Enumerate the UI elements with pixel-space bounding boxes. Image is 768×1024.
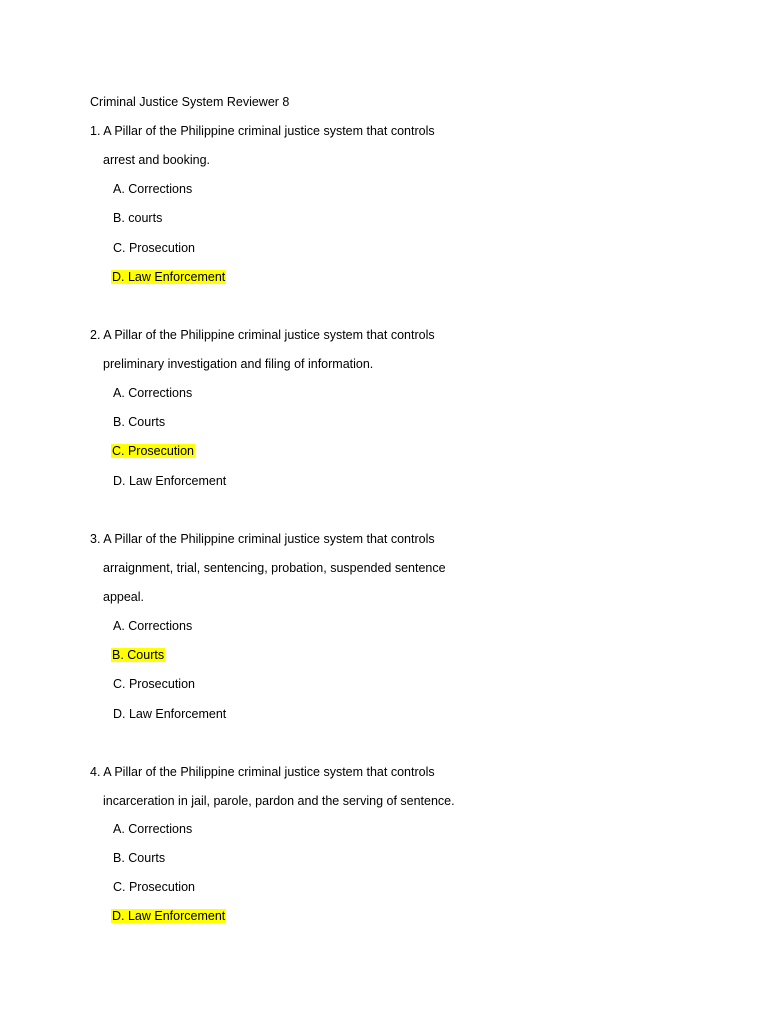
question-3-stem-line-3: appeal. (103, 590, 145, 604)
question-1-option-d-answer (111, 269, 226, 285)
question-1-stem-line-2: arrest and booking. (103, 153, 211, 167)
answer-highlight: D. Law Enforcement (112, 270, 226, 284)
question-4-stem-line-2: incarceration in jail, parole, pardon and the serving of sentence. (103, 794, 455, 808)
question-2-option-d: D. Law Enforcement (113, 474, 227, 488)
question-2-stem-line-2: preliminary investigation and filing of information. (103, 357, 374, 371)
question-1-option-b: B. courts (113, 211, 163, 225)
answer-highlight: D. Law Enforcement (112, 909, 226, 923)
question-1-option-c: C. Prosecution (113, 241, 195, 255)
question-1-stem-line-1: 1. A Pillar of the Philippine criminal justice system that controls (90, 124, 435, 138)
question-2-option-a: A. Corrections (113, 386, 193, 400)
answer-highlight: C. Prosecution (112, 444, 194, 458)
answer-highlight: B. Courts (112, 648, 165, 662)
question-2-stem-line-1: 2. A Pillar of the Philippine criminal justice system that controls (90, 328, 435, 342)
question-4-option-d-answer (111, 908, 226, 924)
question-3-option-d: D. Law Enforcement (113, 707, 227, 721)
question-4-option-b: B. Courts (113, 851, 166, 865)
question-4-stem-line-1: 4. A Pillar of the Philippine criminal justice system that controls (90, 765, 435, 779)
question-3-stem-line-2: arraignment, trial, sentencing, probation, suspended sentence (103, 561, 446, 575)
question-2-option-b: B. Courts (113, 415, 166, 429)
question-3-option-c: C. Prosecution (113, 677, 195, 691)
question-4-option-c: C. Prosecution (113, 880, 195, 894)
question-1-option-a: A. Corrections (113, 182, 193, 196)
question-2-option-c-answer (111, 443, 195, 459)
document-title: Criminal Justice System Reviewer 8 (90, 95, 290, 109)
question-3-stem-line-1: 3. A Pillar of the Philippine criminal justice system that controls (90, 532, 435, 546)
question-3-option-b-answer (111, 647, 165, 663)
question-3-option-a: A. Corrections (113, 619, 193, 633)
question-4-option-a: A. Corrections (113, 822, 193, 836)
